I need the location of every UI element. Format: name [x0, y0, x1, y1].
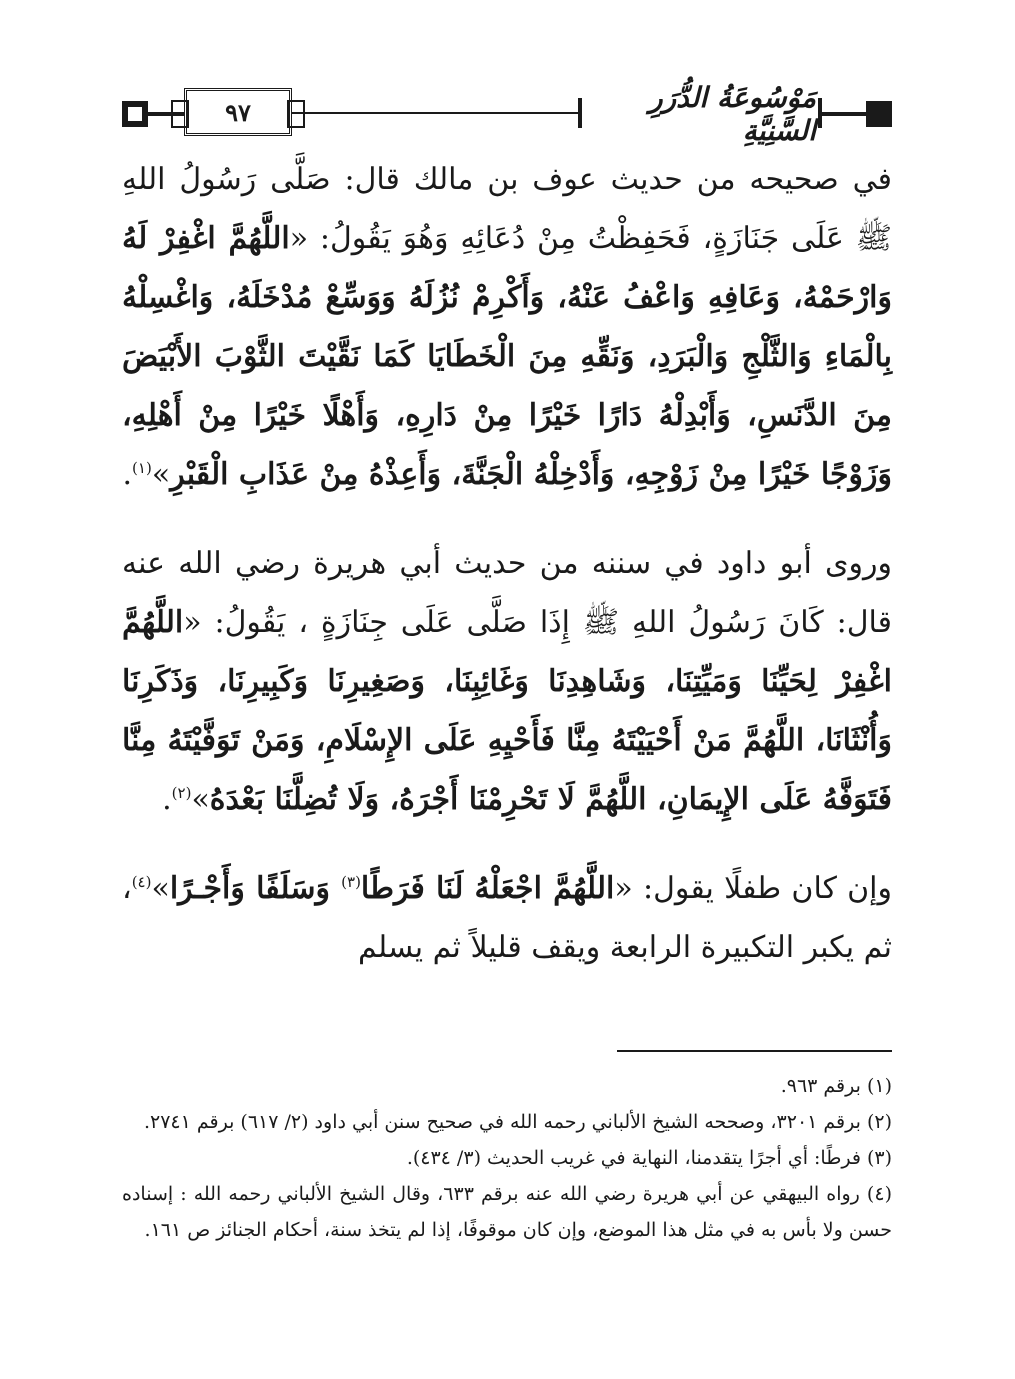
dua-text: وَسَلَفًا وَأَجْـرًا: [169, 871, 342, 906]
quote-close: »: [151, 871, 170, 906]
narration-text: وإن كان طفلًا يقول: «: [614, 871, 893, 906]
ornament-line: [292, 112, 582, 114]
ornament-square-right: [866, 101, 892, 127]
quote-close: »: [191, 782, 210, 817]
ornament-tick: [578, 98, 582, 128]
dua-text: اللَّهُمَّ اجْعَلْهُ لَنَا فَرَطًا: [360, 871, 615, 906]
footnotes: [122, 1050, 892, 1248]
footnote-ref[interactable]: (٣): [341, 873, 361, 891]
footnote-ref[interactable]: (٤): [131, 873, 152, 891]
footnote-3: (٣) فرطًا: أي أجرًا يتقدمنا، النهاية في غريب الحديث (٣/ ٤٣٤).: [406, 1147, 892, 1169]
main-text: [122, 150, 892, 977]
series-title: مَوْسُوعَةُ الدُّرَرِ السَّنِيَّةِ: [649, 81, 816, 147]
paragraph-1: [122, 150, 892, 504]
dua-text: اللَّهُمَّ اغْفِرْ لَهُ وَارْحَمْهُ، وَعَافِهِ وَاعْفُ عَنْهُ، وَأَكْرِمْ نُزُلَهُ وَوَسِّعْ مُدْخَلَهُ، وَاغْسِلْهُ بِالْمَاءِ وَالثَّلْجِ وَالْبَرَدِ، وَنَقِّهِ مِنَ الْخَطَايَا كَمَا نَقَّيْتَ الثَّوْبَ الأَبْيَضَ مِنَ الدَّنَسِ، وَأَبْدِلْهُ دَارًا خَيْرًا مِنْ دَارِهِ، وَأَهْلًا خَيْرًا مِنْ أَهْلِهِ، وَزَوْجًا خَيْرًا مِنْ زَوْجِهِ، وَأَدْخِلْهُ الْجَنَّةَ، وَأَعِذْهُ مِنْ عَذَابِ الْقَبْرِ: [122, 221, 892, 492]
paragraph-3: [122, 859, 892, 977]
ornament-line: [822, 112, 866, 116]
page-header: [122, 81, 892, 147]
sentence-end: .: [122, 457, 133, 492]
footnote-2: (٢) برقم ٣٢٠١، وصححه الشيخ الألباني رحمه الله في صحيح سنن أبي داود (٢/ ٦١٧) برقم ٢٧٤١.: [143, 1111, 892, 1133]
footnote-ref[interactable]: (٢): [171, 784, 192, 802]
footnote-1: (١) برقم ٩٦٣.: [780, 1075, 892, 1097]
footnote-ref[interactable]: (١): [132, 459, 152, 477]
ornament-square-left: [122, 101, 148, 127]
dua-text: اللَّهُمَّ اغْفِرْ لِحَيِّنَا وَمَيِّتِنَا، وَشَاهِدِنَا وَغَائِبِنَا، وَصَغِيرِنَا وَكَبِيرِنَا، وَذَكَرِنَا وَأُنْثَانَا، اللَّهُمَّ مَنْ أَحْيَيْتَهُ مِنَّا فَأَحْيِهِ عَلَى الإِسْلَامِ، وَمَنْ تَوَفَّيْتَهُ مِنَّا فَتَوَفَّهُ عَلَى الإِيمَانِ، اللَّهُمَّ لَا تَحْرِمْنَا أَجْرَهُ، وَلَا تُضِلَّنَا بَعْدَهُ: [122, 605, 892, 817]
footnote-rule-mask: [122, 1050, 617, 1054]
footnote-4: (٤) رواه البيهقي عن أبي هريرة رضي الله عنه برقم ٦٣٣، وقال الشيخ الألباني رحمه الله : إسناده حسن ولا بأس به في مثل هذا الموضع، وإن كان موقوفًا، إذا لم يتخذ سنة، أحكام الجنائز ص ١٦١.: [122, 1183, 892, 1241]
narration-text: وروى أبو داود في سننه من حديث أبي هريرة رضي الله عنه قال: كَانَ رَسُولُ اللهِ ﷺ إِذَا صَلَّى عَلَى جِنَازَةٍ ، يَقُولُ: «: [122, 546, 892, 640]
sentence-end: .: [162, 782, 172, 817]
sentence-end: ، ثم يكبر التكبيرة الرابعة ويقف قليلاً ثم يسلم: [122, 871, 892, 965]
page-number: ٩٧: [184, 88, 292, 136]
narration-text: في صحيحه من حديث عوف بن مالك قال: صَلَّى رَسُولُ اللهِ ﷺ عَلَى جَنَازَةٍ، فَحَفِظْتُ مِنْ دُعَائِهِ وَهُوَ يَقُولُ: «: [122, 162, 892, 256]
paragraph-2: [122, 534, 892, 829]
quote-close: »: [151, 457, 171, 492]
